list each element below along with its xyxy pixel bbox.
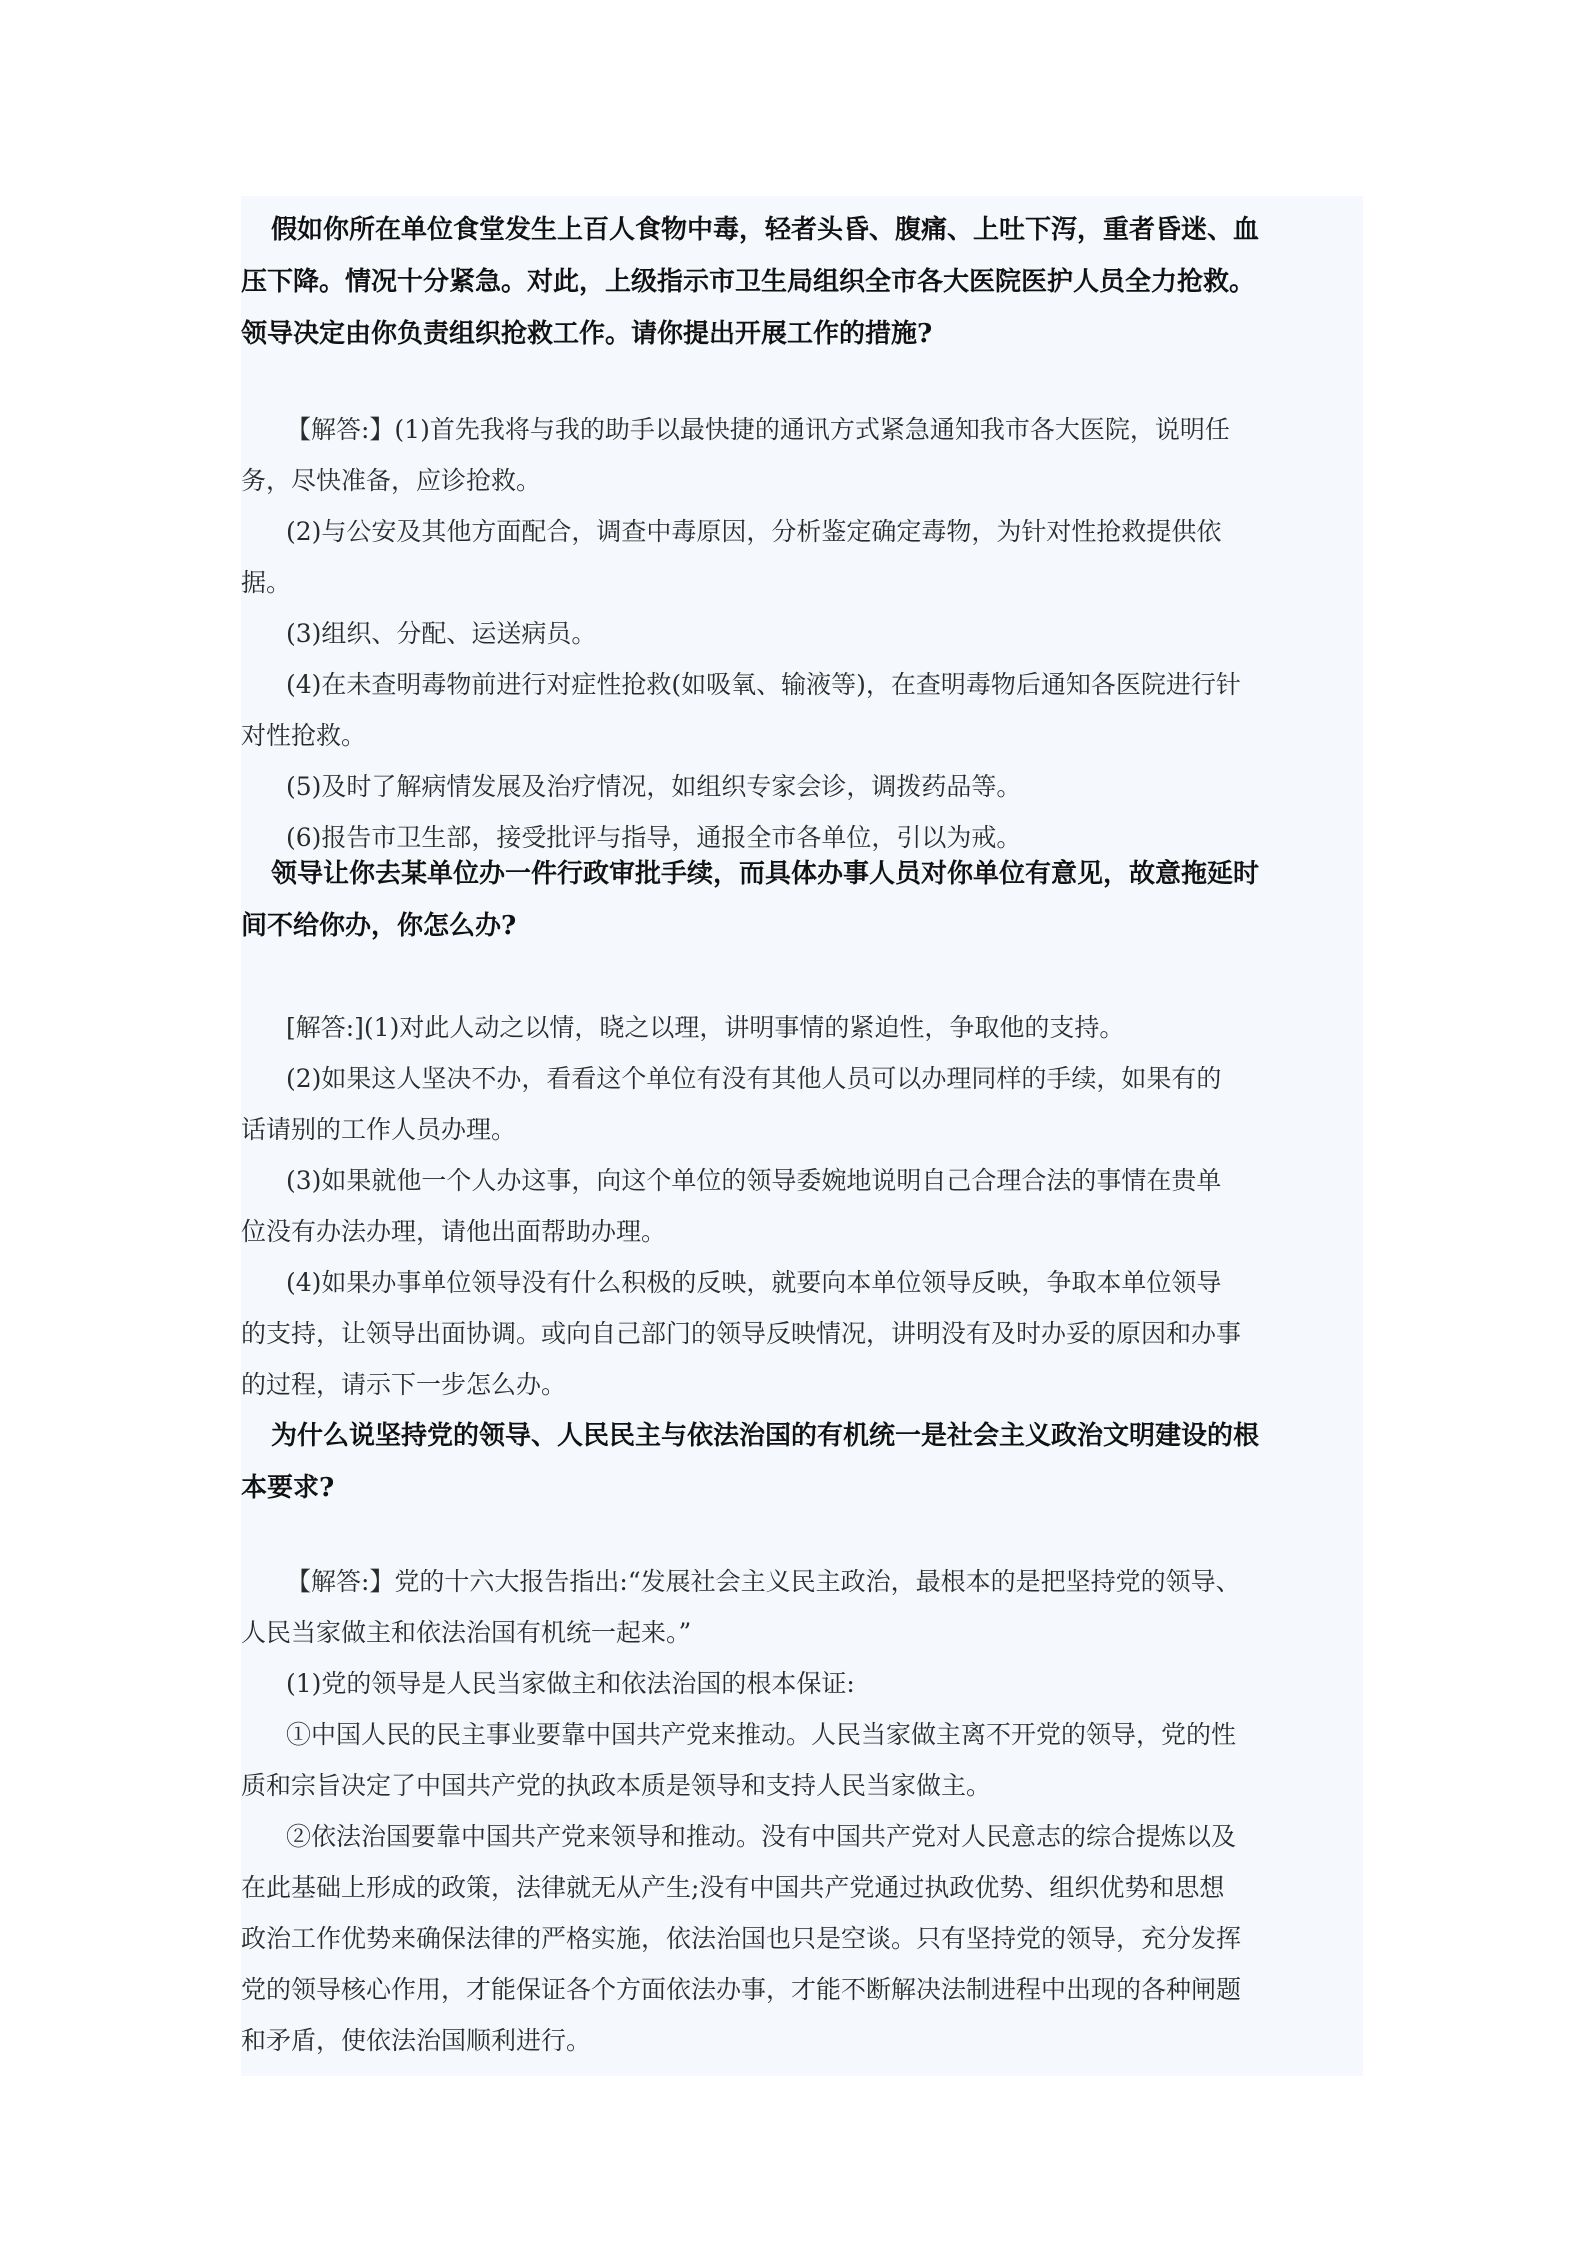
answer-1 <box>241 404 1363 863</box>
answer-line: 政治工作优势来确保法律的严格实施，依法治国也只是空谈。只有坚持党的领导，充分发挥 <box>241 1924 1242 1953</box>
question-line: 压下降。情况十分紧急。对此，上级指示市卫生局组织全市各大医院医护人员全力抢救。 <box>241 267 1256 297</box>
question-line: 领导决定由你负责组织抢救工作。请你提出开展工作的措施? <box>241 319 933 349</box>
answer-line: 的支持，让领导出面协调。或向自己部门的领导反映情况，讲明没有及时办妥的原因和办事 <box>241 1319 1242 1348</box>
answer-line: (4)在未查明毒物前进行对症性抢救(如吸氧、输液等)，在查明毒物后通知各医院进行针 <box>286 670 1241 699</box>
answer-line: 【解答:】党的十六大报告指出:“发展社会主义民主政治，最根本的是把坚持党的领导、 <box>286 1567 1241 1596</box>
answer-line: (3)如果就他一个人办这事，向这个单位的领导委婉地说明自己合理合法的事情在贵单 <box>286 1166 1222 1195</box>
question-1 <box>241 204 1363 360</box>
answer-line: 据。 <box>241 568 292 597</box>
answer-line: 务，尽快准备，应诊抢救。 <box>241 466 542 495</box>
answer-line: 位没有办法办理，请他出面帮助办理。 <box>241 1217 667 1246</box>
question-line: 本要求? <box>241 1473 335 1503</box>
answer-line: 话请别的工作人员办理。 <box>241 1115 517 1144</box>
answer-3 <box>241 1556 1363 2066</box>
document-page <box>241 196 1363 2076</box>
answer-line: 对性抢救。 <box>241 721 367 750</box>
answer-line: 的过程，请示下一步怎么办。 <box>241 1370 567 1399</box>
answer-line: 人民当家做主和依法治国有机统一起来。” <box>241 1618 692 1647</box>
answer-line: (3)组织、分配、运送病员。 <box>286 619 597 648</box>
answer-line: [解答:](1)对此人动之以情，晓之以理，讲明事情的紧迫性，争取他的支持。 <box>286 1013 1125 1042</box>
answer-line: 党的领导核心作用，才能保证各个方面依法办事，才能不断解决法制进程中出现的各种闸题 <box>241 1975 1242 2004</box>
answer-line: (5)及时了解病情发展及治疗情况，如组织专家会诊，调拨药品等。 <box>286 772 1022 801</box>
answer-line: ②依法治国要靠中国共产党来领导和推动。没有中国共产党对人民意志的综合提炼以及 <box>286 1822 1237 1851</box>
answer-line: 和矛盾，使依法治国顺利进行。 <box>241 2026 592 2055</box>
answer-line: (6)报告市卫生部，接受批评与指导，通报全市各单位，引以为戒。 <box>286 823 1022 852</box>
answer-line: (1)党的领导是人民当家做主和依法治国的根本保证: <box>286 1669 855 1698</box>
answer-line: 【解答:】(1)首先我将与我的助手以最快捷的通讯方式紧急通知我市各大医院，说明任 <box>286 415 1230 444</box>
answer-line: (4)如果办事单位领导没有什么积极的反映，就要向本单位领导反映，争取本单位领导 <box>286 1268 1222 1297</box>
answer-line: (2)如果这人坚决不办，看看这个单位有没有其他人员可以办理同样的手续，如果有的 <box>286 1064 1222 1093</box>
answer-line: (2)与公安及其他方面配合，调查中毒原因，分析鉴定确定毒物，为针对性抢救提供依 <box>286 517 1222 546</box>
answer-line: ①中国人民的民主事业要靠中国共产党来推动。人民当家做主离不开党的领导，党的性 <box>286 1720 1237 1749</box>
answer-line: 在此基础上形成的政策，法律就无从产生;没有中国共产党通过执政优势、组织优势和思想 <box>241 1873 1225 1902</box>
question-line: 假如你所在单位食堂发生上百人食物中毒，轻者头昏、腹痛、上吐下泻，重者昏迷、血 <box>271 215 1260 245</box>
question-2 <box>241 848 1363 952</box>
question-line: 间不给你办，你怎么办? <box>241 911 517 941</box>
question-line: 为什么说坚持党的领导、人民民主与依法治国的有机统一是社会主义政治文明建设的根 <box>271 1421 1260 1451</box>
question-3 <box>241 1410 1363 1514</box>
answer-line: 质和宗旨决定了中国共产党的执政本质是领导和支持人民当家做主。 <box>241 1771 992 1800</box>
question-line: 领导让你去某单位办一件行政审批手续，而具体办事人员对你单位有意见，故意拖延时 <box>271 859 1260 889</box>
answer-2 <box>241 1002 1363 1410</box>
